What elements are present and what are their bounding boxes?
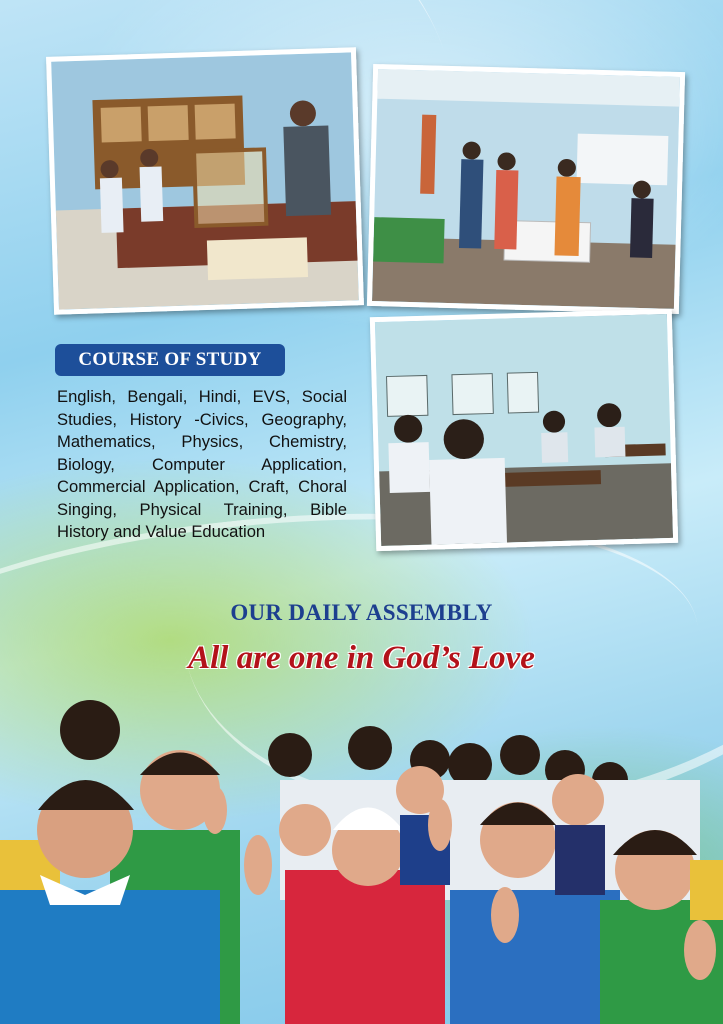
daily-assembly-title: OUR DAILY ASSEMBLY — [230, 600, 493, 625]
motto: All are one in God’s Love — [188, 640, 535, 676]
course-of-study-heading: COURSE OF STUDY — [55, 344, 285, 376]
exhibition-illustration — [372, 69, 680, 309]
students-group-photo — [0, 690, 723, 1024]
subjects-list: English, Bengali, Hindi, EVS, Social Studies, History -Civics, Geography, Mathematics, Physics, Chemistry, Biology, Computer Application, Commercial Application, Craft, Choral Singing, Physical Training, Bible History and Value Education — [57, 387, 347, 541]
laboratory-illustration — [51, 52, 359, 309]
exhibition-photo — [367, 64, 685, 314]
laboratory-photo — [46, 47, 364, 315]
classroom-illustration — [375, 314, 673, 546]
students-group-illustration — [0, 690, 723, 1024]
classroom-photo — [370, 309, 678, 551]
